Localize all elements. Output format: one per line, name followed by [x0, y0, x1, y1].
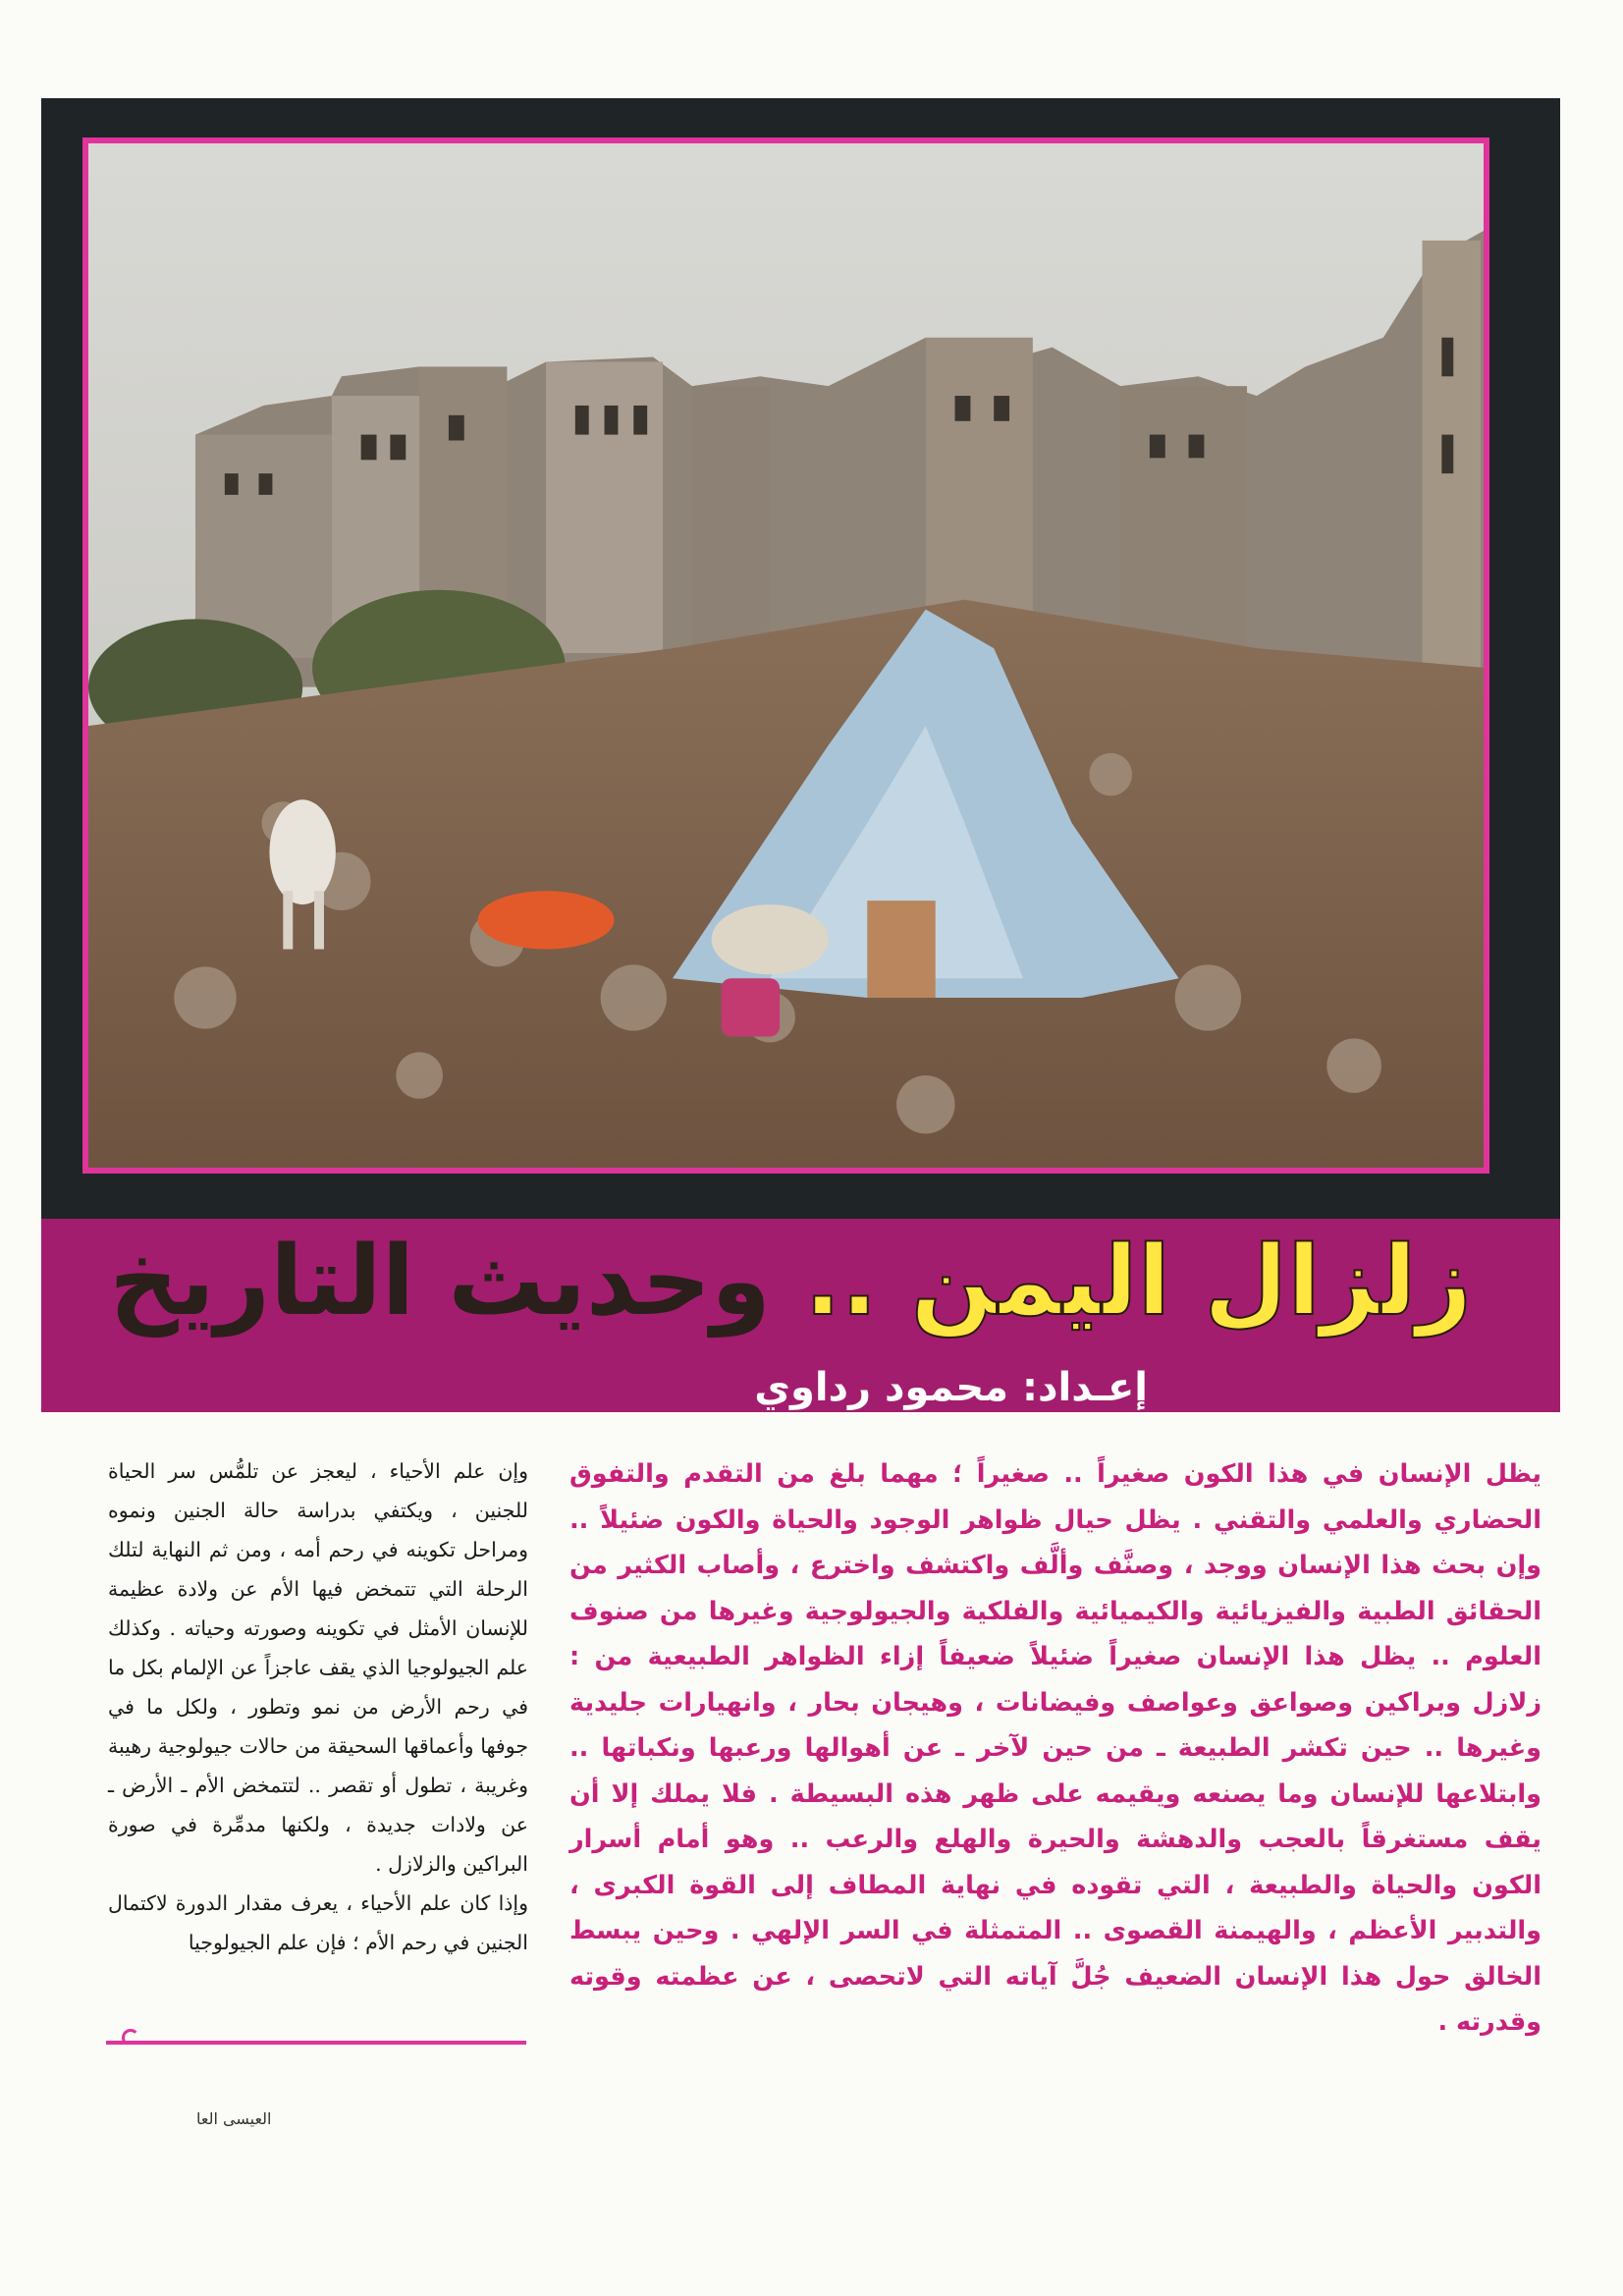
title-part-1: زلزال اليمن ..	[804, 1226, 1472, 1338]
title-part-2: وحديث التاريخ	[109, 1226, 772, 1338]
side-column	[108, 1451, 528, 1962]
side-paragraph-1: وإن علم الأحياء ، ليعجز عن تلمُّس سر الحياة للجنين ، ويكتفي بدراسة حالة الجنين ونموه ومراحل تكوينه في رحم أمه ، ومن ثم النهاية لتلك الرحلة التي تتمخض فيها الأم عن ولادة عظيمة للإنسان الأمثل في تكوينه وصورته وحياته . وكذلك علم الجيولوجيا الذي يقف عاجزاً عن الإلمام بكل ما في رحم الأرض من نمو وتطور ، ولكل ما في جوفها وأعماقها السحيقة من حالات جيولوجية رهيبة وغريبة ، تطول أو تقصر .. لتتمخض الأم ـ الأرض ـ عن ولادات جديدة ، ولكنها مدمِّرة في صورة البراكين والزلازل .	[108, 1459, 528, 1876]
column-end-rule	[106, 2041, 526, 2045]
intro-paragraph: يظل الإنسان في هذا الكون صغيراً .. صغيراً ؛ مهما بلغ من التقدم والتفوق الحضاري والعلمي والتقني . يظل حيال ظواهر الوجود والحياة والكون ضئيلاً .. وإن بحث هذا الإنسان ووجد ، وصنَّف وألَّف واكتشف واخترع ، وأصاب الكثير من الحقائق الطبية والفيزيائية والكيميائية والفلكية والجيولوجية وغيرها من صنوف العلوم .. يظل هذا الإنسان صغيراً ضئيلاً ضعيفاً إزاء الظواهر الطبيعية من : زلازل وبراكين وصواعق وعواصف وفيضانات ، وهيجان بحار ، وانهيارات جليدية وغيرها .. حين تكشر الطبيعة ـ من حين لآخر ـ عن أهوالها ورعبها ونكباتها .. وابتلاعها للإنسان وما يصنعه ويقيمه على ظهر هذه البسيطة . فلا يملك إلا أن يقف مستغرقاً بالعجب والدهشة والحيرة والهلع والرعب .. وهو أمام أسرار الكون والحياة والطبيعة ، التي تقوده في نهاية المطاف إلى القوة الكبرى ، والتدبير الأعظم ، والهيمنة القصوى .. المتمثلة في السر الإلهي . وحين يبسط الخالق حول هذا الإنسان الضعيف جُلَّ آياته التي لاتحصى ، عن عظمته وقوته وقدرته .	[569, 1459, 1542, 2037]
side-paragraph-2: وإذا كان علم الأحياء ، يعرف مقدار الدورة لاكتمال الجنين في رحم الأم ؛ فإن علم الجيولوجيا	[108, 1891, 528, 1954]
footer-label: العيسى العا	[196, 2109, 272, 2128]
article-title	[41, 1223, 1560, 1340]
earthquake-ruins-photo	[82, 137, 1489, 1174]
author-byline: إعـداد: محمود رداوي	[754, 1365, 1148, 1410]
ruins-illustration	[88, 143, 1484, 1168]
title-banner	[41, 1219, 1560, 1412]
rule-flourish-icon	[122, 2029, 139, 2047]
